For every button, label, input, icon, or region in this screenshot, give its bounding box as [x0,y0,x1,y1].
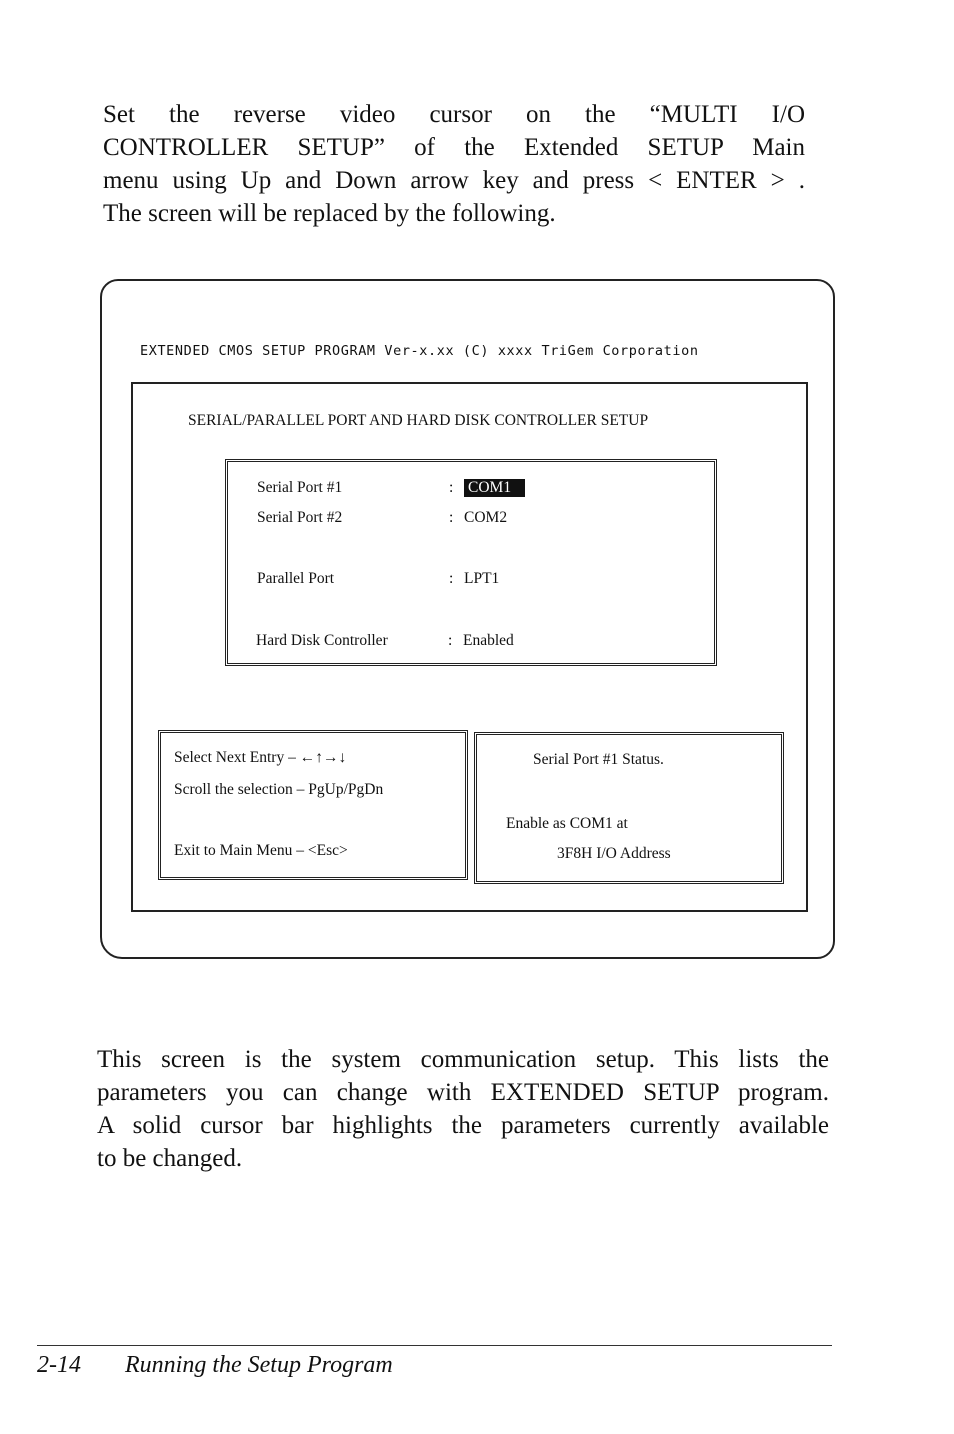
intro-line: The screen will be replaced by the following. [103,200,556,227]
help-exit: Exit to Main Menu – <Esc> [174,842,348,859]
page-number: 2-14 [37,1352,81,1378]
intro-paragraph [103,98,805,230]
setting-value[interactable]: Enabled [463,632,514,649]
help-select-next: Select Next Entry – ←↑→↓ [174,749,347,766]
setting-value[interactable]: LPT1 [464,570,500,587]
setting-colon: : [449,570,454,587]
setting-colon: : [449,479,454,496]
setting-label: Hard Disk Controller [256,632,388,649]
intro-line: Set the reverse video cursor on the “MULTI I/O [103,101,805,128]
page-footer [37,1352,393,1379]
outro-line: to be changed. [97,1145,243,1172]
outro-paragraph [97,1043,829,1175]
outro-line: A solid cursor bar highlights the parameters currently available [97,1112,829,1139]
screen-header: EXTENDED CMOS SETUP PROGRAM Ver-x.xx (C) xxxx TriGem Corporation [140,343,699,359]
section-title: Running the Setup Program [125,1352,393,1378]
setting-label: Serial Port #1 [257,479,343,496]
footer-rule [37,1345,832,1346]
intro-line: CONTROLLER SETUP” of the Extended SETUP Main [103,134,805,161]
outro-line: parameters you can change with EXTENDED SETUP program. [97,1079,829,1106]
setting-label: Parallel Port [257,570,335,587]
outro-line: This screen is the system communication setup. This lists the [97,1046,829,1073]
status-line-2: 3F8H I/O Address [557,845,671,862]
setting-colon: : [449,509,454,526]
status-line-1: Enable as COM1 at [506,815,628,832]
setting-value-highlighted[interactable]: COM1 [464,479,525,497]
setting-colon: : [448,632,453,649]
status-title: Serial Port #1 Status. [533,751,664,768]
intro-line: menu using Up and Down arrow key and press < ENTER > . [103,167,805,194]
setting-label: Serial Port #2 [257,509,343,526]
help-scroll: Scroll the selection – PgUp/PgDn [174,781,384,798]
setting-value[interactable]: COM2 [464,509,508,526]
setup-title: SERIAL/PARALLEL PORT AND HARD DISK CONTROLLER SETUP [188,412,649,429]
